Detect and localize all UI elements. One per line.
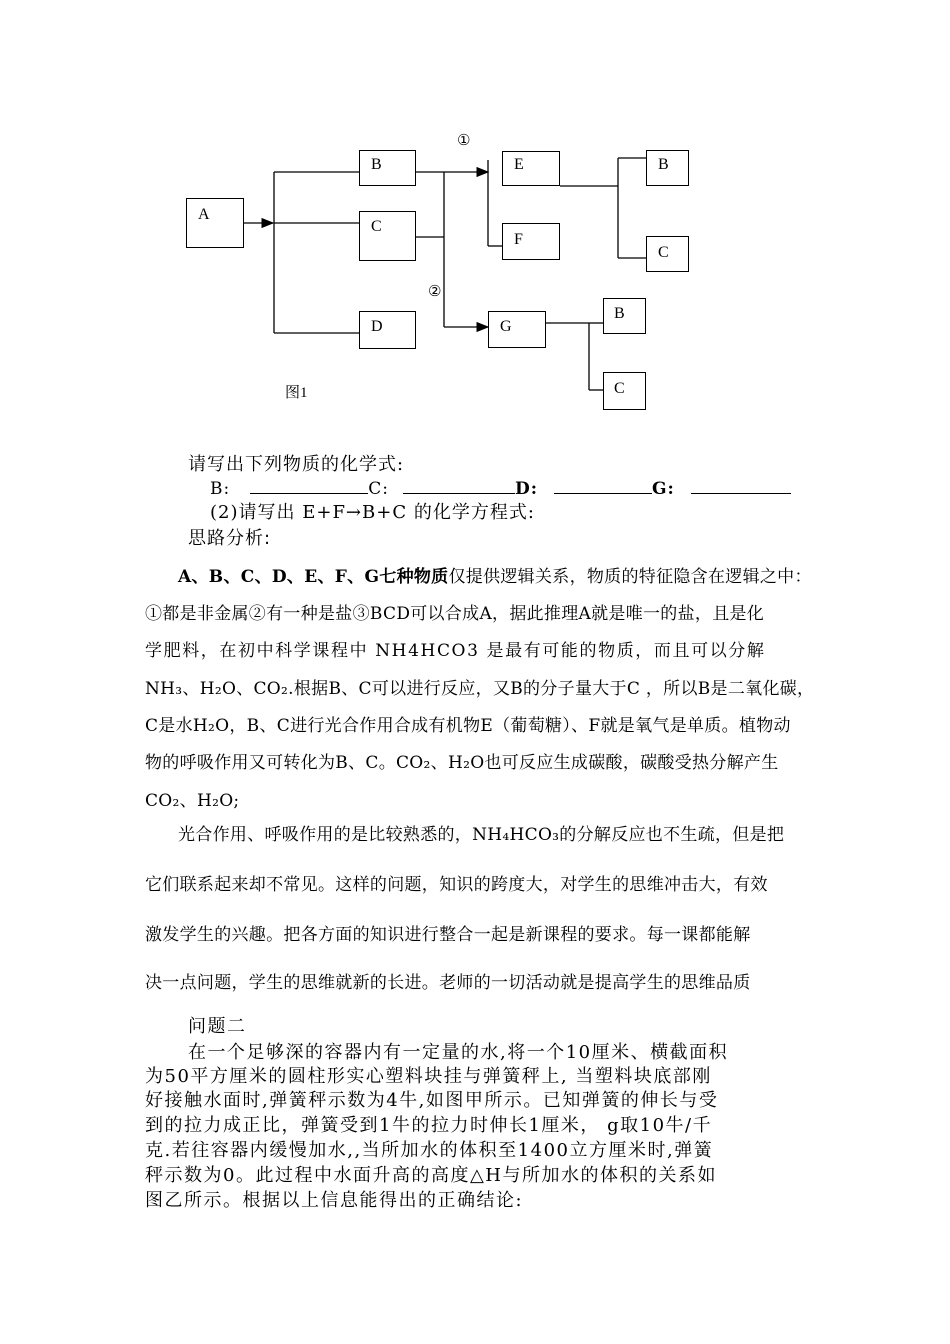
field-d-label: D: bbox=[514, 479, 539, 499]
analysis-line1-rest: 仅提供逻辑关系，物质的特征隐含在逻辑之中： bbox=[448, 567, 812, 587]
analysis-line1 bbox=[178, 562, 812, 587]
node-f bbox=[502, 223, 560, 260]
analysis-para2-line1: 光合作用、呼吸作用的是比较熟悉的，NH₄HCO₃的分解反应也不生疏，但是把 bbox=[178, 825, 785, 845]
marker-1: ① bbox=[457, 131, 471, 149]
question2-title: 问题二 bbox=[188, 1016, 247, 1037]
node-b3-label: B bbox=[614, 305, 625, 322]
analysis-line1-bold: A、B、C、D、E、F、G七种物质 bbox=[178, 567, 449, 587]
field-d-blank[interactable] bbox=[554, 475, 652, 494]
marker-2: ② bbox=[428, 282, 442, 300]
node-f-label: F bbox=[514, 231, 523, 248]
figure-label: 图1 bbox=[285, 385, 308, 401]
field-c-blank[interactable] bbox=[403, 475, 515, 494]
analysis-line3: 学肥料，在初中科学课程中 NH4HCO3 是最有可能的物质，而且可以分解 bbox=[145, 641, 766, 661]
field-b-blank[interactable] bbox=[250, 475, 368, 494]
flow-diagram bbox=[0, 0, 950, 440]
node-d1-label: D bbox=[371, 318, 383, 335]
analysis-title: 思路分析: bbox=[188, 528, 272, 549]
analysis-line6: 物的呼吸作用又可转化为B、C。CO₂、H₂O也可反应生成碳酸，碳酸受热分解产生 bbox=[145, 753, 779, 773]
question2-line1: 在一个足够深的容器内有一定量的水,将一个10厘米、横截面积 bbox=[188, 1042, 729, 1063]
node-c2-label: C bbox=[658, 244, 669, 261]
node-c1 bbox=[359, 211, 416, 261]
node-b2-label: B bbox=[658, 156, 669, 173]
node-c1-label: C bbox=[371, 218, 382, 235]
analysis-line2: ①都是非金属②有一种是盐③BCD可以合成A，据此推理A就是唯一的盐，且是化 bbox=[145, 604, 765, 624]
question2-line5: 克.若往容器内缓慢加水,,当所加水的体积至1400立方厘米时,弹簧 bbox=[145, 1140, 714, 1161]
field-g-label: G: bbox=[652, 479, 675, 499]
question1-prompt: 请写出下列物质的化学式: bbox=[188, 454, 405, 475]
question1-part2: (2)请写出 E+F→B+C 的化学方程式: bbox=[210, 502, 535, 523]
node-g bbox=[488, 311, 546, 348]
question2-line4: 到的拉力成正比，弹簧受到1牛的拉力时伸长1厘米， g取10牛/千 bbox=[145, 1115, 713, 1136]
node-c3-label: C bbox=[614, 380, 625, 397]
analysis-para2-line4: 决一点问题，学生的思维就新的长进。老师的一切活动就是提高学生的思维品质 bbox=[145, 973, 751, 993]
analysis-para2-line2: 它们联系起来却不常见。这样的问题，知识的跨度大，对学生的思维冲击大，有效 bbox=[145, 875, 768, 895]
analysis-line7: CO₂、H₂O; bbox=[145, 791, 240, 811]
question2-line6: 秤示数为0。此过程中水面升高的高度△H与所加水的体积的关系如 bbox=[145, 1165, 717, 1186]
field-g-blank[interactable] bbox=[691, 475, 791, 494]
node-e bbox=[502, 151, 560, 186]
analysis-line4: NH₃、H₂O、CO₂.根据B、C可以进行反应，又B的分子量大于C ，所以B是二氧化碳， bbox=[145, 679, 815, 699]
field-c-label: C: bbox=[368, 479, 389, 499]
node-g-label: G bbox=[500, 318, 512, 335]
analysis-line5: C是水H₂O，B、C进行光合作用合成有机物E（葡萄糖）、F就是氧气是单质。植物动 bbox=[145, 716, 791, 736]
field-b-label: B: bbox=[210, 479, 231, 499]
node-d1 bbox=[359, 311, 416, 349]
analysis-para2-line3: 激发学生的兴趣。把各方面的知识进行整合一起是新课程的要求。每一课都能解 bbox=[145, 925, 751, 945]
node-b1-label: B bbox=[371, 156, 382, 173]
node-a bbox=[186, 198, 244, 248]
question2-line2: 为50平方厘米的圆柱形实心塑料块挂与弹簧秤上, 当塑料块底部刚 bbox=[145, 1066, 712, 1087]
node-e-label: E bbox=[514, 156, 524, 173]
node-b1 bbox=[359, 150, 416, 186]
question1-fields bbox=[210, 475, 791, 499]
question2-line3: 好接触水面时,弹簧秤示数为4牛,如图甲所示。已知弹簧的伸长与受 bbox=[145, 1090, 719, 1111]
node-a-label: A bbox=[198, 206, 210, 223]
question2-line7: 图乙所示。根据以上信息能得出的正确结论: bbox=[145, 1190, 524, 1211]
